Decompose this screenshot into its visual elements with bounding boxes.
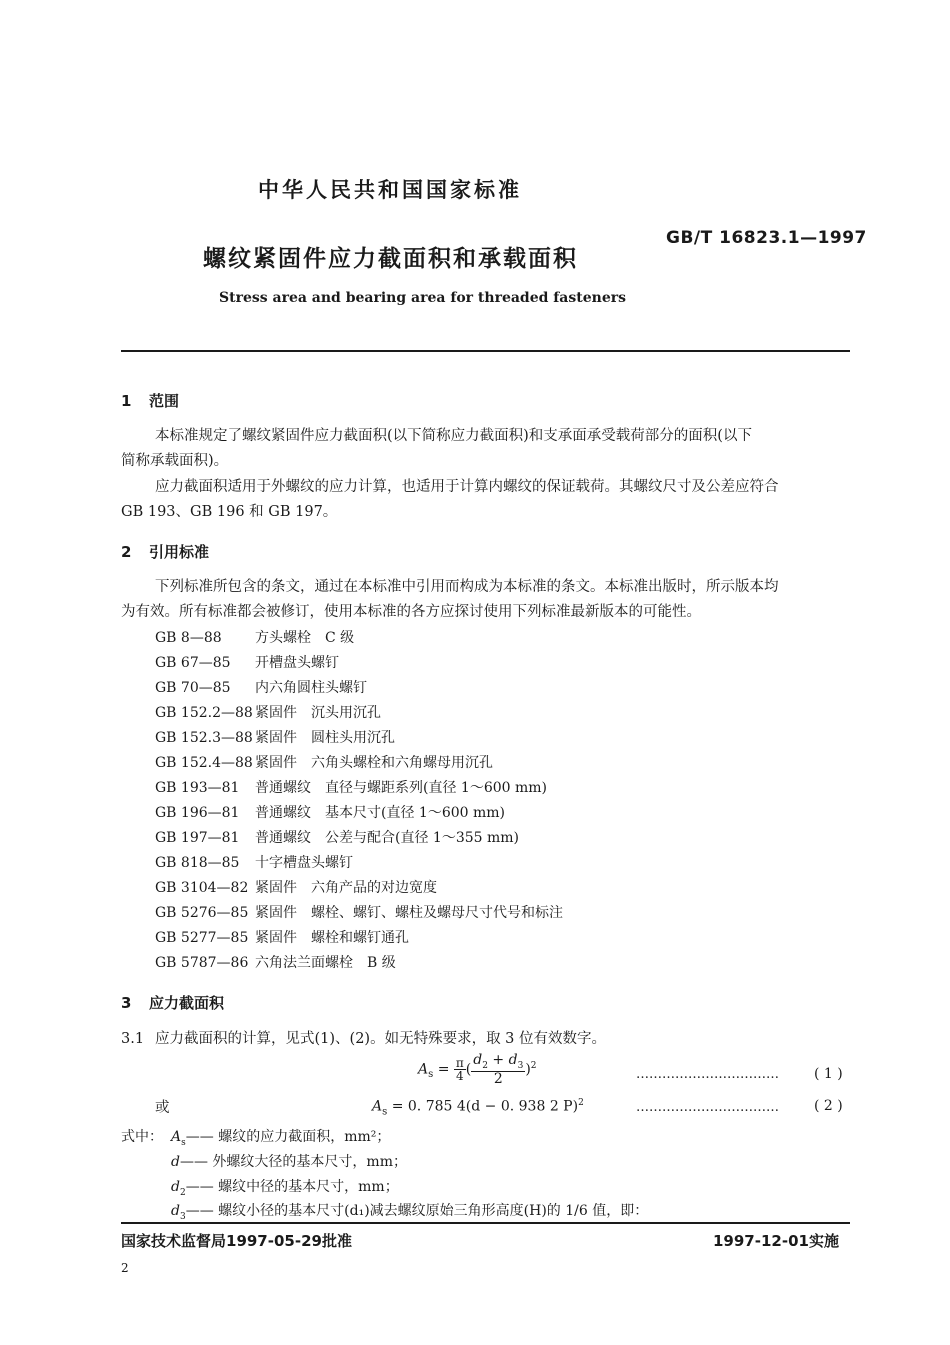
- section-title: 引用标准: [149, 543, 210, 561]
- reference-code: GB 152.2—88: [155, 705, 253, 721]
- reference-code: GB 818—85: [155, 855, 240, 871]
- formula-1: [418, 1053, 537, 1086]
- formula-2-leader: ……………………………: [636, 1100, 779, 1115]
- reference-title: 内六角圆柱头螺钉: [255, 680, 367, 696]
- scope-para-2-line-2: GB 193、GB 196 和 GB 197。: [121, 504, 338, 520]
- definition-text: —— 外螺纹大径的基本尺寸，mm；: [179, 1154, 407, 1170]
- reference-code: GB 70—85: [155, 680, 231, 696]
- footer-rule: [121, 1222, 850, 1224]
- formula-symbol: A: [372, 1098, 383, 1115]
- reference-item: [155, 727, 395, 747]
- reference-code: GB 5276—85: [155, 905, 249, 921]
- document-title-cn: 螺纹紧固件应力截面积和承载面积: [203, 246, 578, 272]
- frac-denominator: 4: [456, 1068, 464, 1083]
- symbol-d: d: [473, 1052, 483, 1068]
- formula-subscript: s: [382, 1106, 388, 1118]
- or-word: 或: [155, 1100, 170, 1116]
- document-title-en: Stress area and bearing area for threaded fasteners: [219, 290, 626, 306]
- reference-item: [155, 802, 505, 822]
- reference-code: GB 5787—86: [155, 955, 249, 971]
- frac-denominator: 2: [493, 1070, 503, 1087]
- reference-title: 紧固件 圆柱头用沉孔: [255, 730, 395, 746]
- refs-para-line-1: 下列标准所包含的条文，通过在本标准中引用而构成为本标准的条文。本标准出版时，所示版本均: [155, 579, 779, 595]
- reference-item: [155, 702, 381, 722]
- reference-title: 紧固件 螺栓和螺钉通孔: [255, 930, 409, 946]
- section-2-heading: [121, 541, 209, 562]
- reference-title: 六角法兰面螺栓 B 级: [255, 955, 396, 971]
- subscript: 3: [517, 1060, 524, 1071]
- mean-diameter-fraction: [471, 1053, 525, 1086]
- frac-numerator: [471, 1053, 525, 1072]
- definition-symbol: A: [171, 1129, 182, 1145]
- header-rule: [121, 350, 850, 352]
- formula-subscript: s: [428, 1069, 434, 1081]
- reference-code: GB 152.4—88: [155, 755, 253, 771]
- formula-1-label: ( 1 ): [814, 1066, 843, 1082]
- section-title: 范围: [149, 392, 180, 410]
- symbol-definition: [171, 1151, 407, 1173]
- paren-close: ): [525, 1061, 531, 1078]
- reference-code: GB 67—85: [155, 655, 231, 671]
- frac-numerator: π: [455, 1055, 464, 1070]
- definition-text: —— 螺纹的应力截面积，mm²；: [185, 1129, 391, 1145]
- reference-item: [155, 927, 409, 947]
- reference-code: GB 196—81: [155, 805, 240, 821]
- reference-title: 紧固件 沉头用沉孔: [255, 705, 381, 721]
- reference-item: [155, 677, 367, 697]
- reference-item: [155, 652, 339, 672]
- definition-subscript: s: [181, 1137, 186, 1148]
- definition-subscript: 2: [179, 1187, 186, 1198]
- plus-sign: +: [492, 1052, 505, 1068]
- section-number: 3: [121, 994, 132, 1012]
- reference-code: GB 5277—85: [155, 930, 249, 946]
- effective-date: 1997-12-01实施: [713, 1232, 839, 1250]
- reference-item: [155, 877, 437, 897]
- formula-1-leader: ……………………………: [636, 1067, 779, 1082]
- reference-title: 方头螺栓 C 级: [255, 630, 355, 646]
- reference-title: 紧固件 螺栓、螺钉、螺柱及螺母尺寸代号和标注: [255, 905, 563, 921]
- reference-item: [155, 777, 547, 797]
- formula-rhs: = 0. 785 4(d − 0. 938 2 P): [391, 1098, 579, 1115]
- reference-code: GB 197—81: [155, 830, 240, 846]
- reference-title: 普通螺纹 直径与螺距系列(直径 1～600 mm): [255, 780, 548, 796]
- standard-number: GB/T 16823.1—1997: [666, 228, 867, 248]
- section-3-heading: [121, 992, 224, 1013]
- page-number: 2: [121, 1261, 129, 1275]
- symbol-definition: [171, 1126, 390, 1148]
- reference-item: [155, 827, 519, 847]
- symbol-definition: [171, 1176, 399, 1198]
- power: 2: [578, 1098, 584, 1108]
- reference-code: GB 3104—82: [155, 880, 249, 896]
- formula-2: [372, 1098, 584, 1117]
- formula-symbol: A: [418, 1061, 429, 1078]
- definition-symbol: d: [171, 1203, 180, 1219]
- formula-2-label: ( 2 ): [814, 1098, 843, 1114]
- reference-title: 普通螺纹 公差与配合(直径 1～355 mm): [255, 830, 520, 846]
- scope-para-2-line-1: 应力截面积适用于外螺纹的应力计算，也适用于计算内螺纹的保证载荷。其螺纹尺寸及公差应符合: [155, 479, 779, 495]
- definition-text: —— 螺纹中径的基本尺寸，mm；: [185, 1179, 399, 1195]
- definition-subscript: 3: [179, 1211, 186, 1222]
- paren-open: (: [465, 1061, 472, 1078]
- issuing-body-title: 中华人民共和国国家标准: [258, 178, 522, 202]
- reference-code: GB 193—81: [155, 780, 240, 796]
- refs-para-line-2: 为有效。所有标准都会被修订，使用本标准的各方应探讨使用下列标准最新版本的可能性。: [121, 604, 701, 620]
- definition-symbol: d: [171, 1154, 180, 1170]
- subsection-text: 应力截面积的计算，见式(1)、(2)。如无特殊要求，取 3 位有效数字。: [155, 1031, 607, 1047]
- subscript: 2: [482, 1060, 488, 1071]
- reference-title: 紧固件 六角产品的对边宽度: [255, 880, 437, 896]
- scope-para-1-line-1: 本标准规定了螺纹紧固件应力截面积(以下简称应力截面积)和支承面承受载荷部分的面积(以下: [155, 428, 752, 444]
- scope-para-1-line-2: 简称承载面积)。: [121, 453, 229, 469]
- definition-symbol: d: [171, 1179, 180, 1195]
- definition-text: —— 螺纹小径的基本尺寸(d₁)减去螺纹原始三角形高度(H)的 1/6 值，即：: [185, 1203, 649, 1219]
- reference-item: [155, 852, 353, 872]
- reference-item: [155, 952, 396, 972]
- section-number: 2: [121, 543, 132, 561]
- reference-title: 紧固件 六角头螺栓和六角螺母用沉孔: [255, 755, 493, 771]
- subsection-3-1: [121, 1029, 606, 1049]
- subsection-number: 3.1: [121, 1031, 145, 1047]
- reference-code: GB 152.3—88: [155, 730, 253, 746]
- reference-title: 十字槽盘头螺钉: [255, 855, 353, 871]
- reference-title: 普通螺纹 基本尺寸(直径 1～600 mm): [255, 805, 506, 821]
- approval-line: 国家技术监督局1997-05-29批准: [121, 1232, 352, 1250]
- section-title: 应力截面积: [149, 994, 225, 1012]
- where-label: 式中：: [121, 1129, 163, 1145]
- section-number: 1: [121, 392, 132, 410]
- section-1-heading: [121, 390, 179, 411]
- pi-over-4: [454, 1057, 466, 1082]
- symbol-definition: [171, 1200, 648, 1222]
- reference-item: [155, 902, 563, 922]
- symbol-d: d: [508, 1052, 518, 1068]
- formula-equals: =: [437, 1061, 450, 1078]
- power: 2: [530, 1060, 537, 1071]
- reference-item: [155, 627, 354, 647]
- reference-title: 开槽盘头螺钉: [255, 655, 339, 671]
- reference-code: GB 8—88: [155, 630, 222, 646]
- reference-item: [155, 752, 493, 772]
